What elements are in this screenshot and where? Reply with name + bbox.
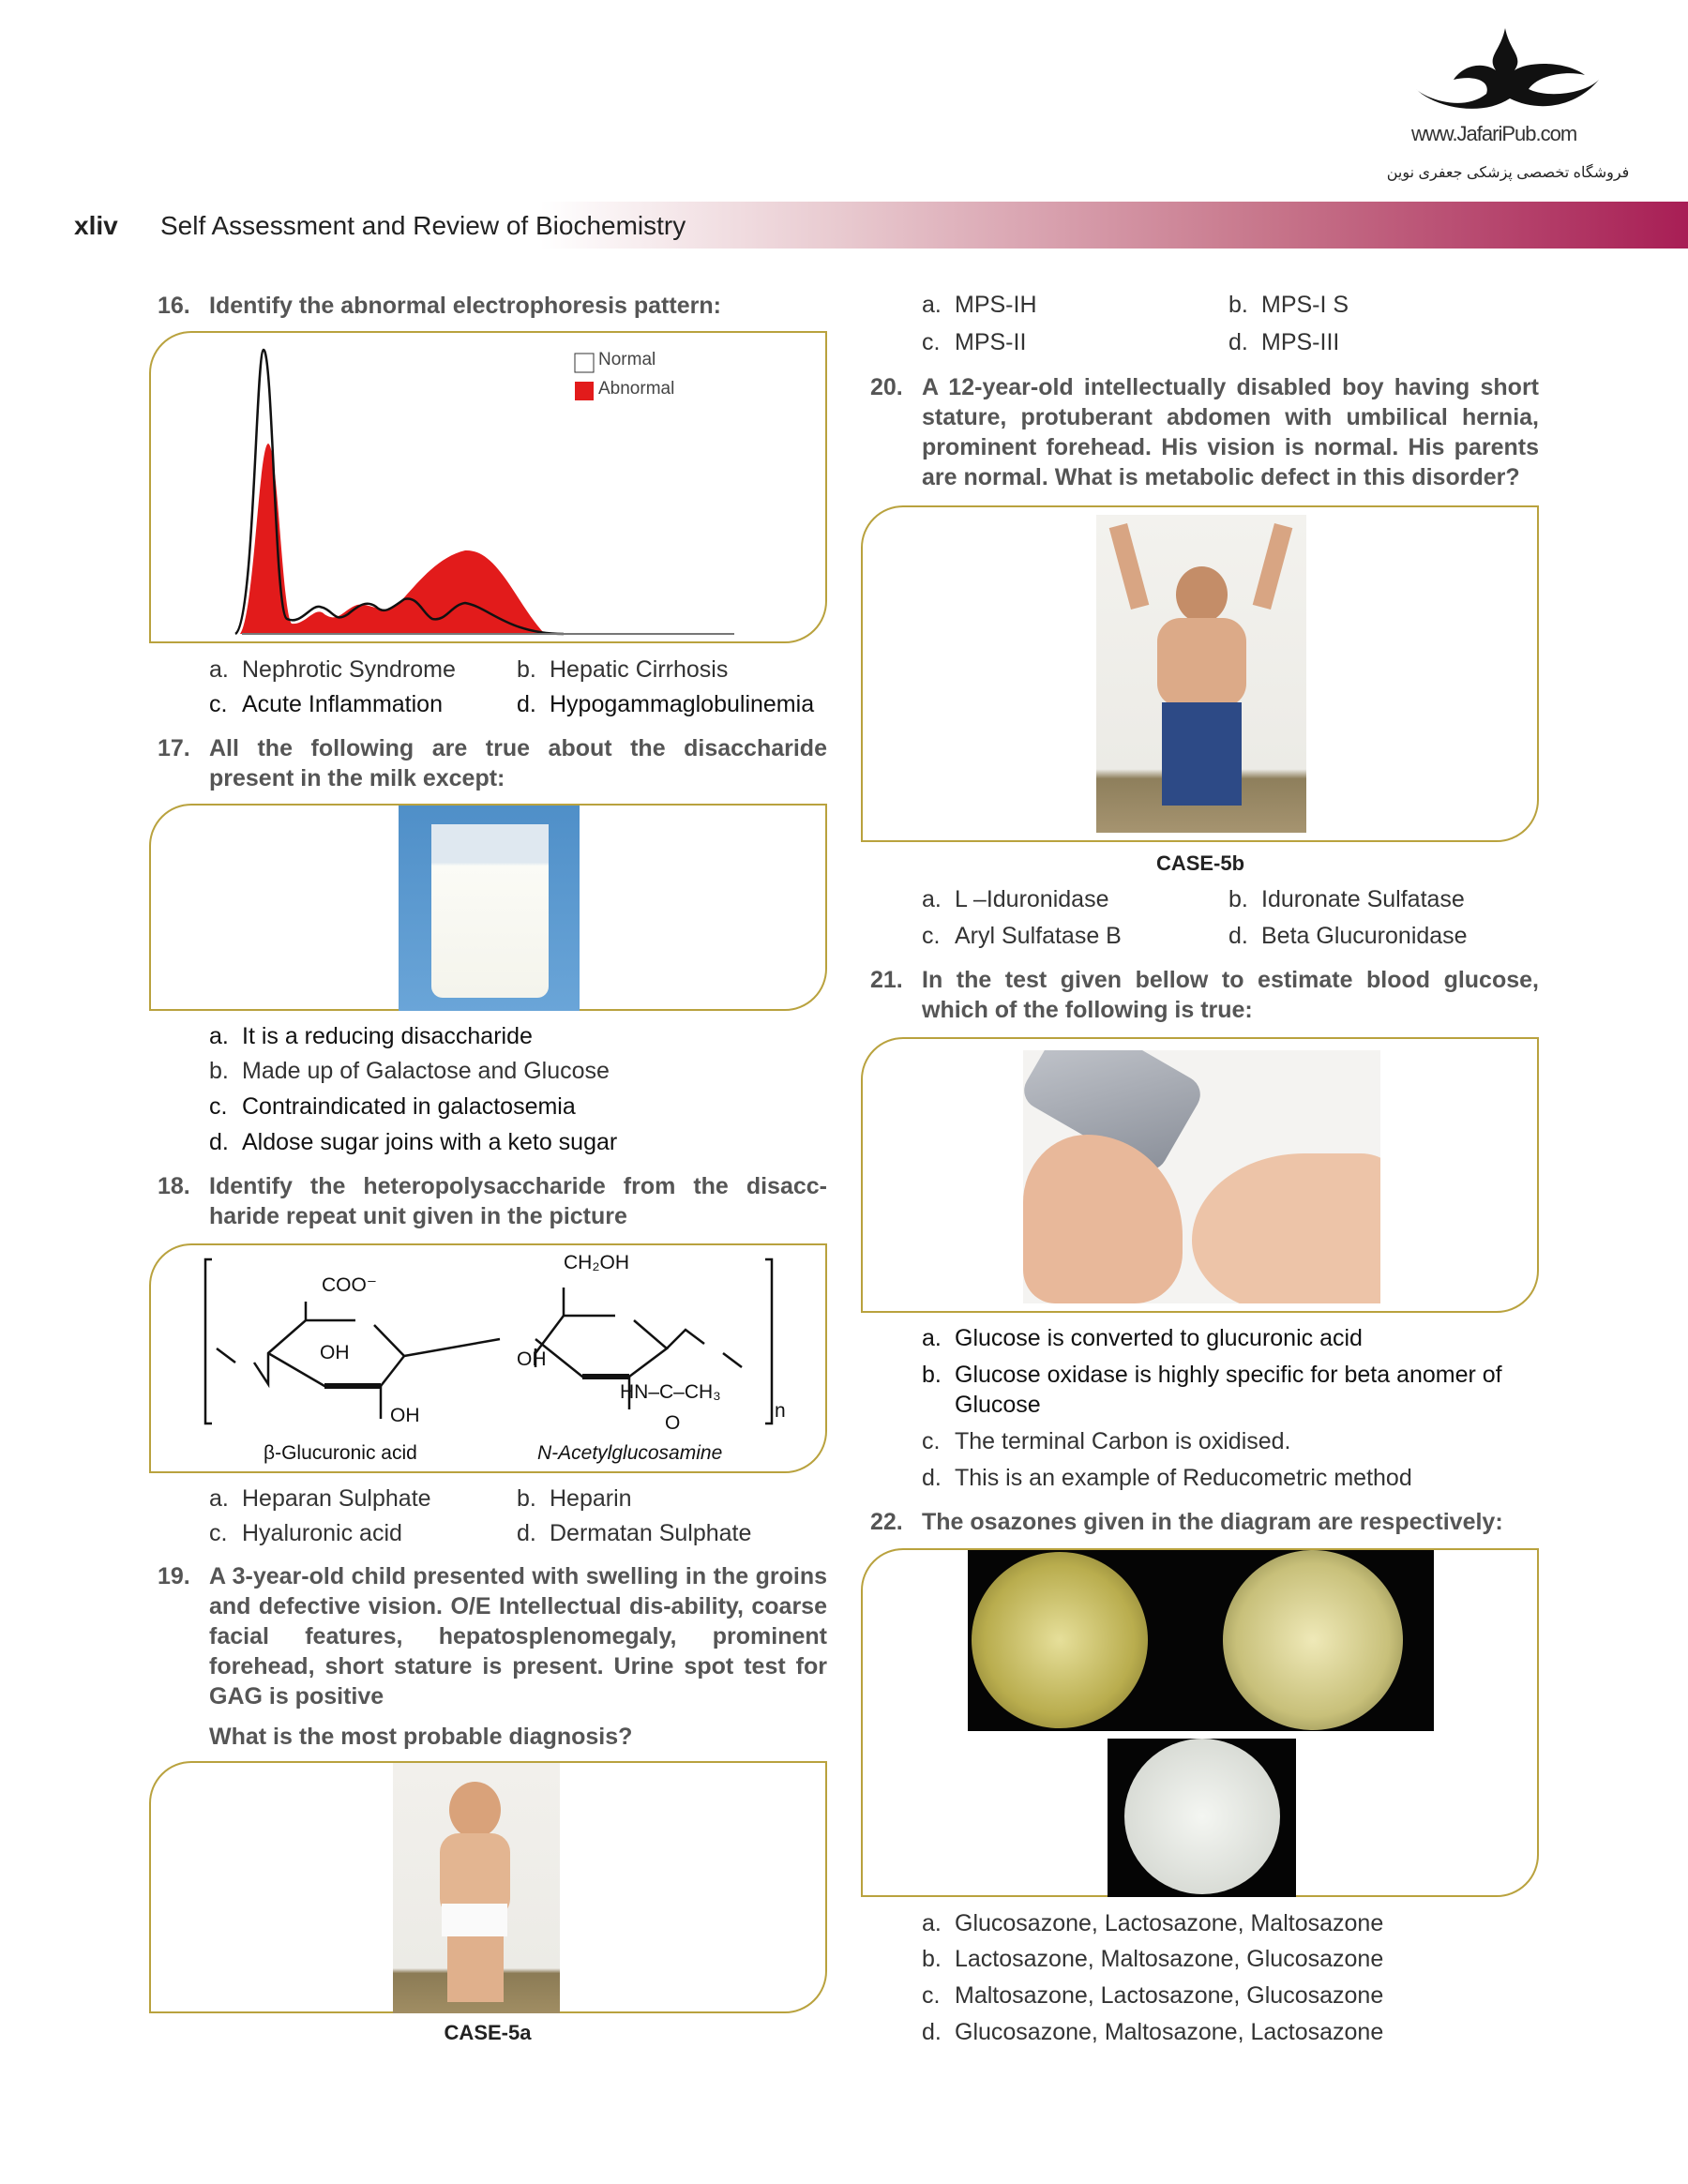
question-number: 17.	[158, 735, 190, 761]
option-text: Heparan Sulphate	[242, 1485, 431, 1512]
publisher-logo	[1407, 23, 1608, 122]
question-16	[158, 291, 827, 321]
question-text: Identify the abnormal electrophoresis pattern:	[209, 293, 721, 319]
oh-label: OH	[320, 1342, 350, 1363]
option-17c[interactable]	[209, 1092, 576, 1122]
option-17a[interactable]	[209, 1021, 533, 1051]
legend-normal-swatch	[575, 354, 594, 372]
option-letter: b.	[517, 1485, 536, 1512]
option-text: Nephrotic Syndrome	[242, 656, 456, 683]
option-22b[interactable]	[922, 1944, 1383, 1974]
oh-label: OH	[517, 1348, 547, 1370]
glucuronic-acid-label: β-Glucuronic acid	[264, 1442, 417, 1464]
option-text: This is an example of Reducometric method	[955, 1465, 1412, 1491]
legend-abnormal-swatch	[575, 382, 594, 400]
question-20	[870, 372, 1539, 492]
option-letter: c.	[922, 923, 941, 949]
option-19d[interactable]	[1228, 327, 1339, 357]
option-text: MPS-I S	[1261, 292, 1349, 318]
option-letter: b.	[209, 1058, 229, 1084]
abnormal-area	[240, 444, 545, 634]
page-number: xliv	[74, 211, 118, 240]
child-photo	[393, 1763, 560, 2013]
option-18a[interactable]	[209, 1484, 431, 1514]
carbonyl-o-label: O	[665, 1412, 681, 1434]
option-letter: d.	[1228, 923, 1248, 949]
figure-box-case-5a	[149, 1761, 827, 2013]
osazone-crystal-3	[1108, 1739, 1296, 1897]
option-letter: c.	[209, 1093, 228, 1120]
option-letter: b.	[1228, 292, 1248, 318]
option-21d[interactable]	[922, 1463, 1412, 1493]
figure-box-case-5b	[861, 505, 1539, 842]
option-text: Aryl Sulfatase B	[955, 923, 1122, 949]
option-text: Glucosazone, Maltosazone, Lactosazone	[955, 2019, 1384, 2045]
publisher-url[interactable]: www.JafariPub.com	[1411, 122, 1577, 145]
option-19a[interactable]	[922, 290, 1037, 320]
legend-normal-label: Normal	[598, 350, 656, 369]
figure-box-glucometer	[861, 1037, 1539, 1313]
option-letter: d.	[922, 2019, 942, 2045]
boy-photo	[1096, 515, 1306, 833]
option-text: Hyaluronic acid	[242, 1520, 402, 1546]
question-18	[158, 1171, 827, 1231]
osazone-images-top	[968, 1550, 1434, 1731]
acetylglucosamine-label: N-Acetylglucosamine	[537, 1442, 723, 1464]
case-5a-caption: CASE-5a	[444, 2021, 532, 2044]
coo-label: COO⁻	[322, 1274, 377, 1296]
option-20a[interactable]	[922, 884, 1108, 914]
option-16a[interactable]	[209, 655, 456, 685]
question-text: A 3-year-old child presented with swelling in the groins and defective vision. O/E Intellectual dis-ability, coarse facial features, hepatosplenomegaly, prominent forehead, short stature is present. Urine spot test for GAG is positive	[209, 1563, 827, 1710]
option-16b[interactable]	[517, 655, 728, 685]
option-text: MPS-IH	[955, 292, 1037, 318]
question-number: 20.	[870, 374, 903, 400]
repeat-n-label: n	[775, 1400, 786, 1422]
option-letter: c.	[922, 1428, 941, 1454]
option-letter: b.	[922, 1946, 942, 1972]
acetyl-label: HN–C–CH₃	[620, 1381, 721, 1403]
option-text: Beta Glucuronidase	[1261, 923, 1468, 949]
option-text: L –Iduronidase	[955, 886, 1109, 912]
osazone-crystal-2	[1223, 1550, 1403, 1730]
option-letter: c.	[209, 691, 228, 717]
legend-abnormal-label: Abnormal	[598, 379, 675, 399]
option-text: Maltosazone, Lactosazone, Glucosazone	[955, 1982, 1384, 2009]
option-letter: d.	[209, 1129, 229, 1155]
option-20c[interactable]	[922, 921, 1122, 951]
option-letter: d.	[922, 1465, 942, 1491]
option-letter: d.	[517, 691, 536, 717]
option-21a[interactable]	[922, 1323, 1363, 1353]
question-22	[870, 1507, 1539, 1537]
ch2oh-label: CH₂OH	[564, 1252, 629, 1273]
option-text: MPS-II	[955, 329, 1027, 355]
option-text: Hypogammaglobulinemia	[550, 691, 815, 717]
option-text: The terminal Carbon is oxidised.	[955, 1428, 1291, 1454]
milk-glass-image	[399, 806, 580, 1011]
question-21	[870, 965, 1539, 1025]
option-text: Contraindicated in galactosemia	[242, 1093, 576, 1120]
option-letter: b.	[1228, 886, 1248, 912]
option-18d[interactable]	[517, 1518, 751, 1548]
option-22d[interactable]	[922, 2017, 1383, 2047]
osazone-crystal-1	[972, 1552, 1148, 1728]
option-19b[interactable]	[1228, 290, 1349, 320]
option-text: Dermatan Sulphate	[550, 1520, 752, 1546]
option-22a[interactable]	[922, 1908, 1383, 1938]
option-22c[interactable]	[922, 1981, 1383, 2011]
option-letter: c.	[209, 1520, 228, 1546]
option-text: Made up of Galactose and Glucose	[242, 1058, 610, 1084]
question-19-sub: What is the most probable diagnosis?	[209, 1724, 633, 1750]
question-number: 16.	[158, 293, 190, 319]
option-17b[interactable]	[209, 1056, 610, 1086]
option-text: Lactosazone, Maltosazone, Glucosazone	[955, 1946, 1384, 1972]
option-18b[interactable]	[517, 1484, 632, 1514]
option-text: Hepatic Cirrhosis	[550, 656, 729, 683]
option-17d[interactable]	[209, 1127, 617, 1157]
disaccharide-structure	[151, 1245, 829, 1475]
option-18c[interactable]	[209, 1518, 402, 1548]
option-16d[interactable]	[517, 689, 814, 719]
option-text: It is a reducing disaccharide	[242, 1023, 533, 1049]
option-letter: b.	[517, 656, 536, 683]
figure-box-osazones	[861, 1548, 1539, 1897]
option-text: Glucose is converted to glucuronic acid	[955, 1325, 1363, 1351]
figure-box-structure	[149, 1243, 827, 1473]
option-letter: a.	[922, 1325, 942, 1351]
option-21b[interactable]	[922, 1360, 1539, 1420]
glucometer-photo	[1023, 1050, 1380, 1303]
option-21c[interactable]	[922, 1426, 1291, 1456]
figure-box-electrophoresis	[149, 331, 827, 643]
option-text: Glucose oxidase is highly specific for beta anomer of Glucose	[955, 1362, 1502, 1418]
question-text: Identify the heteropolysaccharide from the disacc-haride repeat unit given in the picture	[209, 1173, 827, 1229]
figure-box-milk	[149, 804, 827, 1011]
question-number: 18.	[158, 1173, 190, 1199]
question-19	[158, 1561, 827, 1711]
oh-label: OH	[390, 1405, 420, 1426]
option-text: Iduronate Sulfatase	[1261, 886, 1465, 912]
question-text: In the test given bellow to estimate blood glucose, which of the following is true:	[922, 967, 1539, 1023]
option-text: MPS-III	[1261, 329, 1340, 355]
case-5b-caption: CASE-5b	[1155, 851, 1245, 875]
option-text: Glucosazone, Lactosazone, Maltosazone	[955, 1910, 1384, 1936]
question-17	[158, 733, 827, 793]
option-text: Heparin	[550, 1485, 632, 1512]
option-letter: d.	[1228, 329, 1248, 355]
option-letter: c.	[922, 1982, 941, 2009]
option-16c[interactable]	[209, 689, 443, 719]
question-number: 22.	[870, 1509, 903, 1535]
option-text: Aldose sugar joins with a keto sugar	[242, 1129, 618, 1155]
question-text: All the following are true about the disaccharide present in the milk except:	[209, 735, 827, 791]
option-letter: a.	[922, 886, 942, 912]
option-letter: b.	[922, 1362, 942, 1388]
option-letter: a.	[922, 1910, 942, 1936]
electrophoresis-chart	[151, 333, 829, 645]
option-20b[interactable]	[1228, 884, 1465, 914]
option-text: Acute Inflammation	[242, 691, 443, 717]
option-20d[interactable]	[1228, 921, 1468, 951]
option-letter: a.	[922, 292, 942, 318]
option-letter: a.	[209, 1485, 229, 1512]
option-19c[interactable]	[922, 327, 1026, 357]
question-number: 21.	[870, 967, 903, 993]
book-title: Self Assessment and Review of Biochemistry	[160, 211, 686, 240]
question-text: A 12-year-old intellectually disabled boy having short stature, protuberant abdomen with umbilical hernia, prominent forehead. His vision is normal. His parents are normal. What is metabolic defect in this disorder?	[922, 374, 1539, 490]
option-letter: d.	[517, 1520, 536, 1546]
publisher-tagline: فروشگاه تخصصی پزشکی جعفری نوین	[1386, 165, 1630, 181]
question-number: 19.	[158, 1563, 190, 1589]
option-letter: c.	[922, 329, 941, 355]
question-text: The osazones given in the diagram are respectively:	[922, 1509, 1503, 1535]
option-letter: a.	[209, 656, 229, 683]
option-letter: a.	[209, 1023, 229, 1049]
